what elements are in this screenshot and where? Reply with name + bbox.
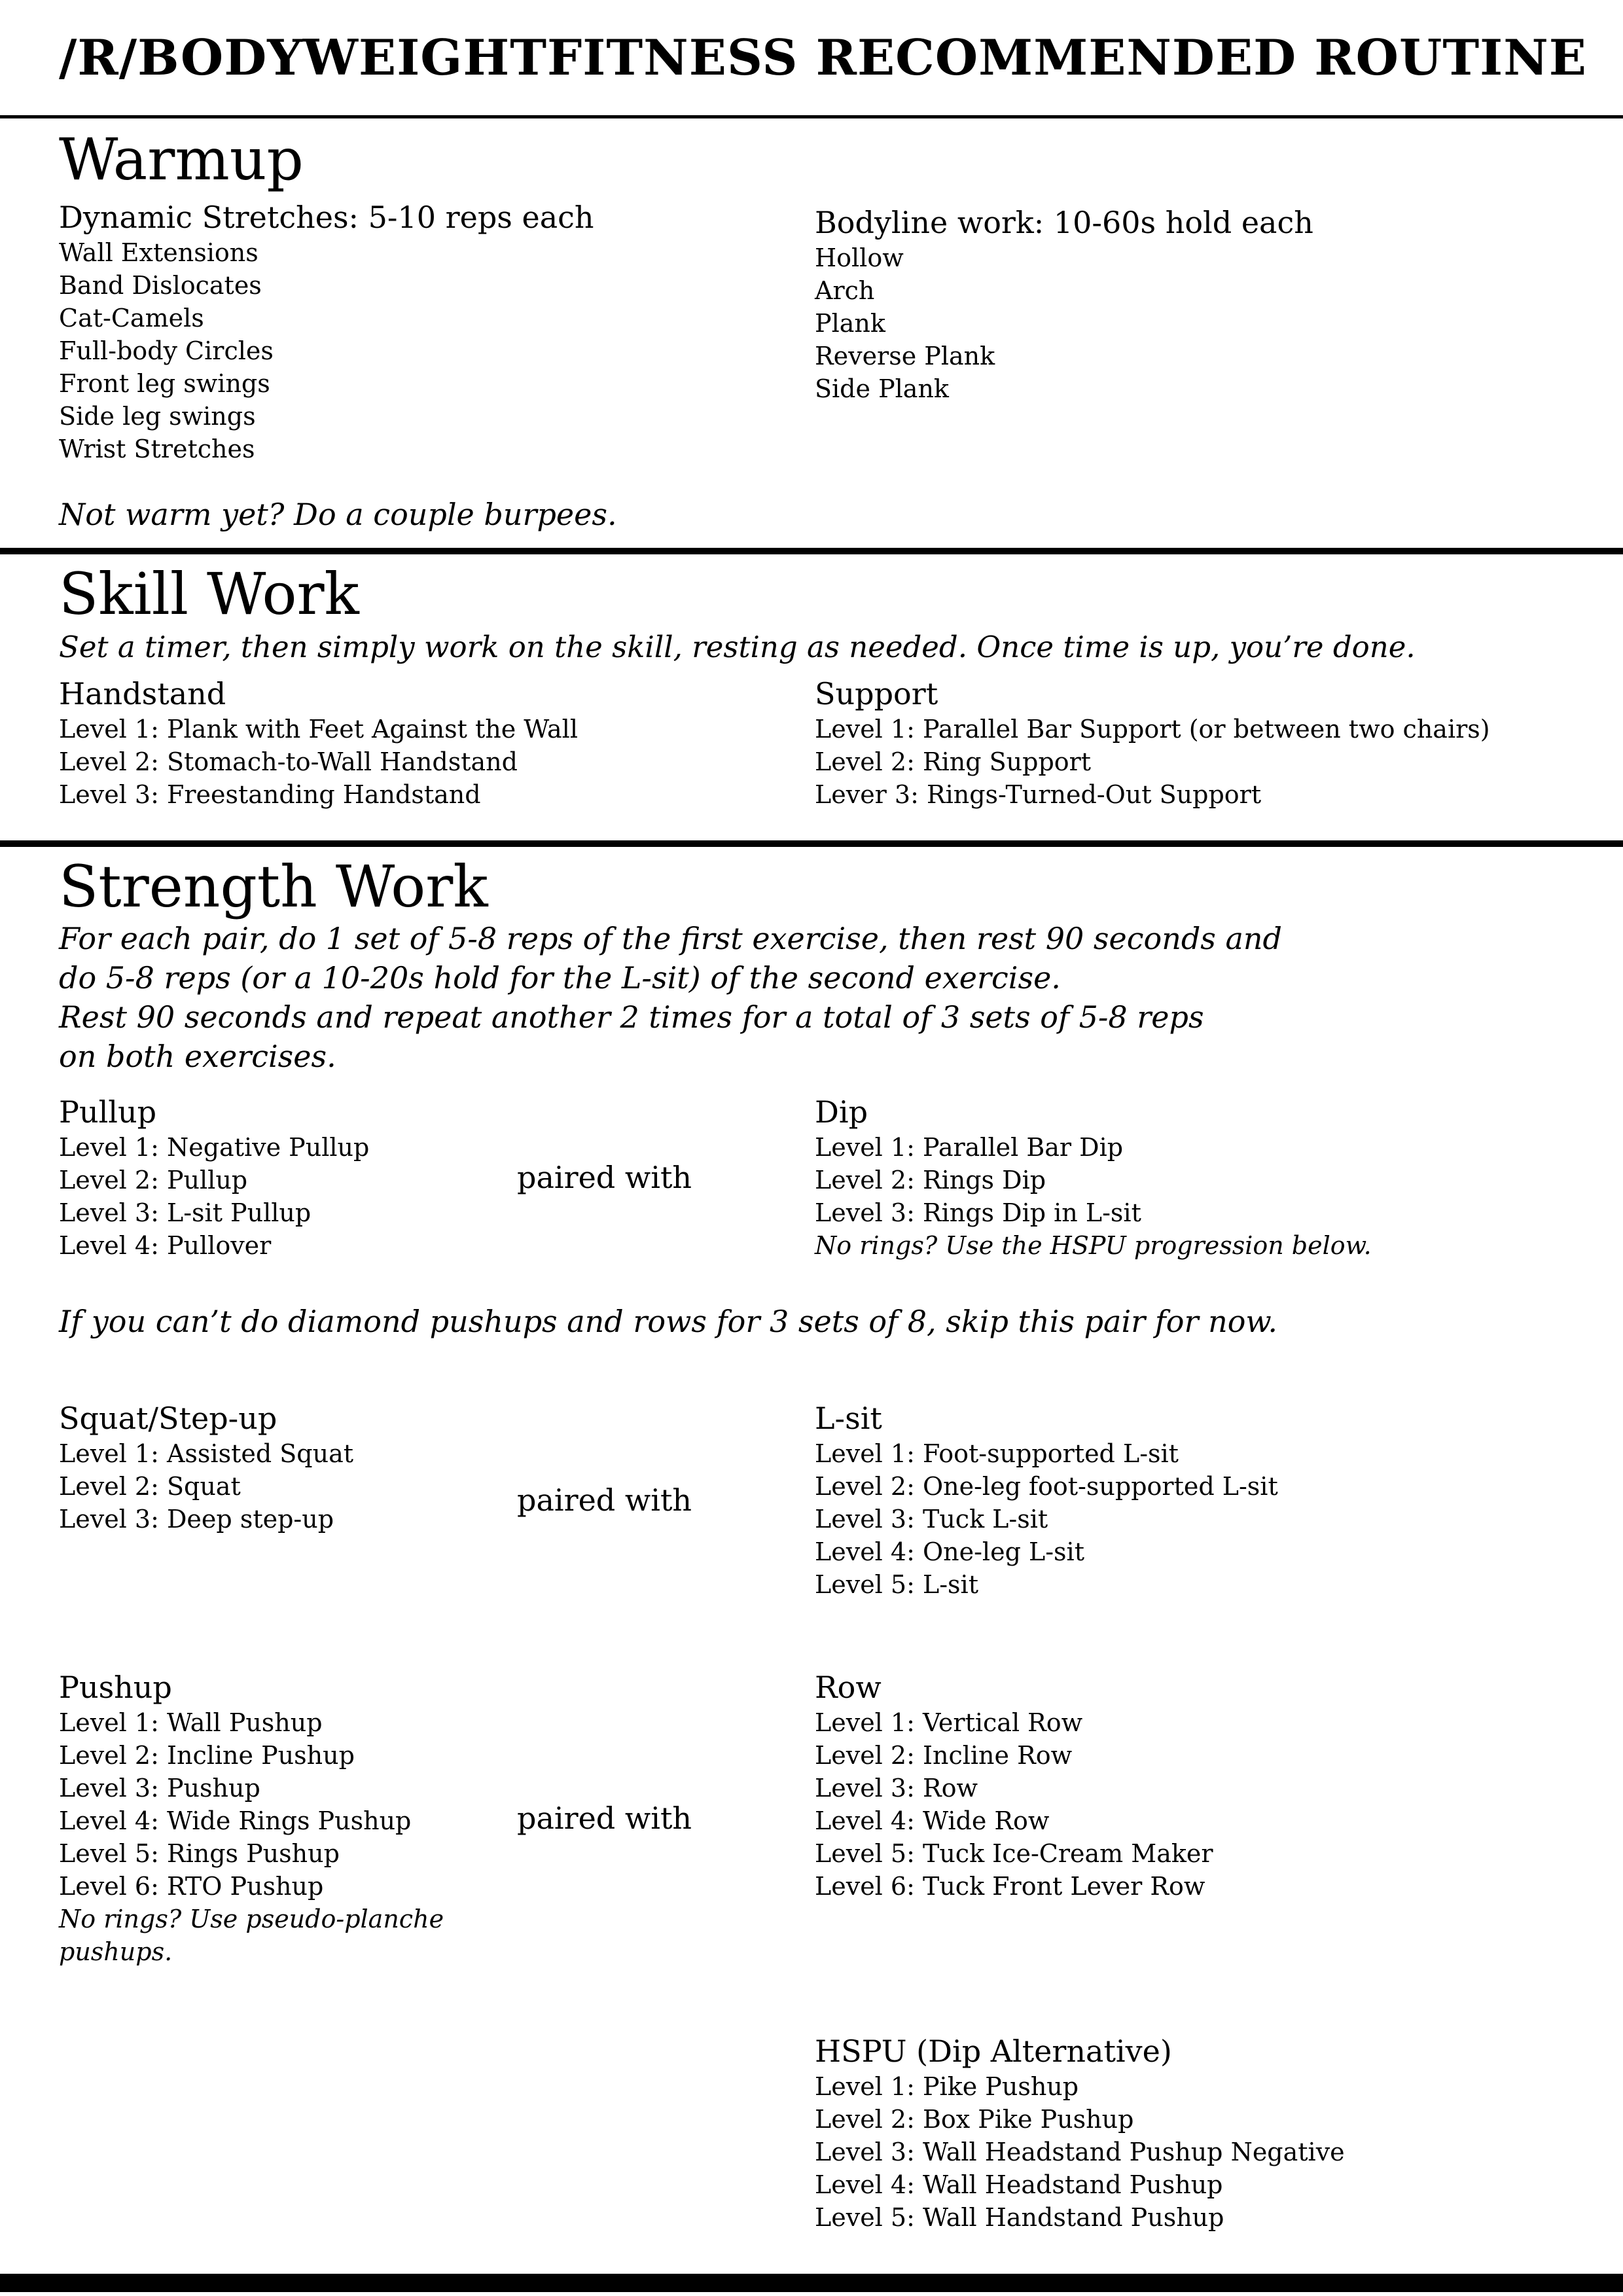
level-item: Level 1: Parallel Bar Support (or between two chairs) xyxy=(815,714,1490,744)
level-item: Level 6: Tuck Front Lever Row xyxy=(815,1871,1205,1901)
level-item: Level 2: Incline Row xyxy=(815,1740,1073,1770)
level-item: Level 2: Stomach-to-Wall Handstand xyxy=(59,747,518,776)
skill-work-heading: Skill Work xyxy=(59,560,359,628)
row-heading: Row xyxy=(815,1669,882,1705)
squat-exercise xyxy=(59,1399,465,1601)
lsit-levels xyxy=(815,1437,1564,1601)
dynamic-stretches-column xyxy=(59,198,815,465)
skip-pair-note: If you can’t do diamond pushups and rows for 3 sets of 8, skip this pair for now. xyxy=(59,1303,1277,1339)
level-item: Level 4: One-leg L-sit xyxy=(815,1537,1084,1566)
skill-work-intro: Set a timer, then simply work on the skill, resting as needed. Once time is up, you’re done. xyxy=(59,629,1416,664)
skill-columns xyxy=(59,675,1564,811)
level-item: Level 1: Foot-supported L-sit xyxy=(815,1439,1179,1468)
dip-levels xyxy=(815,1131,1564,1229)
dip-note: No rings? Use the HSPU progression below. xyxy=(815,1230,1372,1260)
strength-pair-squat-lsit xyxy=(59,1399,1564,1601)
pullup-exercise xyxy=(59,1093,465,1262)
list-item: Hollow xyxy=(815,243,904,272)
strength-work-heading: Strength Work xyxy=(59,852,488,920)
level-item: Level 1: Negative Pullup xyxy=(59,1132,370,1162)
section-divider xyxy=(0,548,1623,554)
level-item: Level 3: Wall Headstand Pushup Negative xyxy=(815,2137,1345,2166)
list-item: Side leg swings xyxy=(59,401,256,431)
row-levels xyxy=(815,1706,1564,1903)
level-item: Level 2: Rings Dip xyxy=(815,1165,1046,1194)
warmup-columns xyxy=(59,198,1564,465)
level-item: Level 6: RTO Pushup xyxy=(59,1871,324,1901)
handstand-levels xyxy=(59,713,815,811)
level-item: Level 4: Wide Row xyxy=(815,1806,1050,1835)
level-item: Level 4: Pullover xyxy=(59,1230,272,1260)
level-item: Level 2: One-leg foot-supported L-sit xyxy=(815,1471,1278,1501)
paired-with-label: paired with xyxy=(517,1482,692,1518)
list-item: Wrist Stretches xyxy=(59,434,255,463)
row-exercise xyxy=(815,1668,1564,1968)
list-item: Plank xyxy=(815,308,885,338)
list-item: Wall Extensions xyxy=(59,238,259,267)
level-item: Level 3: Pushup xyxy=(59,1773,260,1803)
bodyline-column xyxy=(815,198,1564,465)
level-item: Level 2: Pullup xyxy=(59,1165,248,1194)
strength-work-intro xyxy=(59,919,1564,1076)
level-item: Level 1: Pike Pushup xyxy=(815,2072,1079,2101)
hspu-levels xyxy=(815,2070,1564,2234)
level-item: Level 3: Freestanding Handstand xyxy=(59,780,481,809)
level-item: Lever 3: Rings-Turned-Out Support xyxy=(815,780,1262,809)
pullup-heading: Pullup xyxy=(59,1094,157,1130)
hspu-heading: HSPU (Dip Alternative) xyxy=(815,2033,1172,2069)
bottom-bar xyxy=(0,2274,1623,2292)
level-item: Level 5: Tuck Ice-Cream Maker xyxy=(815,1839,1213,1868)
pullup-levels xyxy=(59,1131,465,1262)
list-item: Reverse Plank xyxy=(815,341,995,370)
bodyline-heading: Bodyline work: 10-60s hold each xyxy=(815,204,1313,240)
level-item: Level 5: L-sit xyxy=(815,1570,978,1599)
strength-pair-pullup-dip xyxy=(59,1093,1564,1262)
paired-with-label: paired with xyxy=(517,1800,692,1836)
level-item: Level 5: Rings Pushup xyxy=(59,1839,340,1868)
level-item: Level 1: Parallel Bar Dip xyxy=(815,1132,1124,1162)
level-item: Level 4: Wall Headstand Pushup xyxy=(815,2170,1223,2199)
support-column xyxy=(815,675,1564,811)
dip-heading: Dip xyxy=(815,1094,868,1130)
bodyline-list xyxy=(815,242,1564,405)
support-levels xyxy=(815,713,1564,811)
intro-line: on both exercises. xyxy=(59,1038,336,1074)
warmup-heading: Warmup xyxy=(59,125,304,193)
page-title: /R/BODYWEIGHTFITNESS RECOMMENDED ROUTINE xyxy=(59,29,1587,86)
list-item: Side Plank xyxy=(815,374,949,403)
level-item: Level 1: Wall Pushup xyxy=(59,1708,323,1737)
level-item: Level 5: Wall Handstand Pushup xyxy=(815,2202,1224,2232)
level-item: Level 1: Vertical Row xyxy=(815,1708,1083,1737)
intro-line: do 5-8 reps (or a 10-20s hold for the L-sit) of the second exercise. xyxy=(59,960,1061,996)
strength-pair-pushup-row xyxy=(59,1668,1564,1968)
pushup-heading: Pushup xyxy=(59,1669,172,1705)
list-item: Front leg swings xyxy=(59,368,270,398)
pushup-levels xyxy=(59,1706,465,1903)
level-item: Level 2: Box Pike Pushup xyxy=(815,2104,1134,2134)
handstand-column xyxy=(59,675,815,811)
level-item: Level 3: Row xyxy=(815,1773,978,1803)
level-item: Level 3: Rings Dip in L-sit xyxy=(815,1198,1141,1227)
squat-levels xyxy=(59,1437,465,1535)
list-item: Full-body Circles xyxy=(59,336,274,365)
level-item: Level 1: Plank with Feet Against the Wall xyxy=(59,714,578,744)
title-divider xyxy=(0,115,1623,118)
level-item: Level 3: L-sit Pullup xyxy=(59,1198,312,1227)
hspu-exercise xyxy=(815,2032,1564,2234)
dynamic-stretches-heading: Dynamic Stretches: 5-10 reps each xyxy=(59,199,594,235)
dynamic-stretches-list xyxy=(59,236,815,465)
list-item: Cat-Camels xyxy=(59,303,204,332)
level-item: Level 2: Incline Pushup xyxy=(59,1740,355,1770)
level-item: Level 4: Wide Rings Pushup xyxy=(59,1806,412,1835)
pushup-exercise xyxy=(59,1668,465,1968)
squat-heading: Squat/Step-up xyxy=(59,1400,277,1436)
level-item: Level 2: Ring Support xyxy=(815,747,1092,776)
paired-with-label: paired with xyxy=(517,1159,692,1195)
dip-exercise xyxy=(815,1093,1564,1262)
lsit-heading: L-sit xyxy=(815,1400,882,1436)
lsit-exercise xyxy=(815,1399,1564,1601)
level-item: Level 1: Assisted Squat xyxy=(59,1439,353,1468)
warmup-note: Not warm yet? Do a couple burpees. xyxy=(59,496,617,532)
support-heading: Support xyxy=(815,675,938,711)
list-item: Band Dislocates xyxy=(59,270,262,300)
section-divider xyxy=(0,840,1623,847)
level-item: Level 3: Tuck L-sit xyxy=(815,1504,1048,1534)
intro-line: Rest 90 seconds and repeat another 2 times for a total of 3 sets of 5-8 reps xyxy=(59,999,1204,1035)
list-item: Arch xyxy=(815,276,875,305)
pushup-note: No rings? Use pseudo-planche pushups. xyxy=(59,1904,444,1966)
intro-line: For each pair, do 1 set of 5-8 reps of the first exercise, then rest 90 seconds and xyxy=(59,920,1282,956)
level-item: Level 3: Deep step-up xyxy=(59,1504,334,1534)
level-item: Level 2: Squat xyxy=(59,1471,241,1501)
handstand-heading: Handstand xyxy=(59,675,226,711)
